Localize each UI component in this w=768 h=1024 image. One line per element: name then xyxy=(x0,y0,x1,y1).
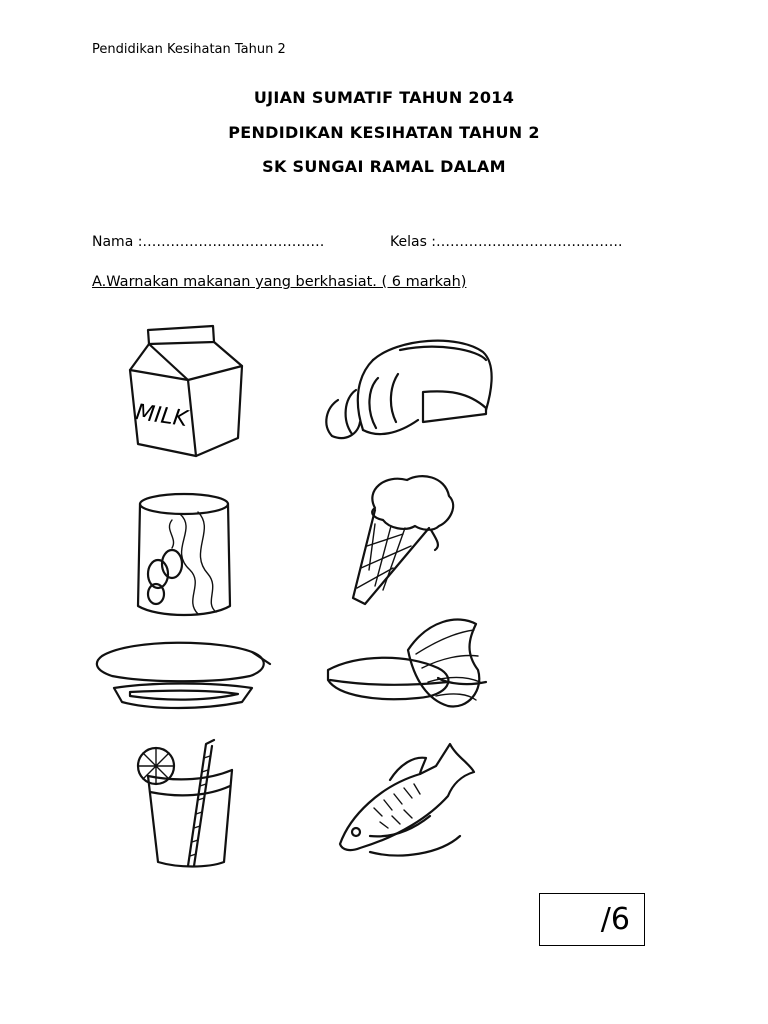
subject-title: PENDIDIKAN KESIHATAN TAHUN 2 xyxy=(228,123,540,142)
ice-cream-image[interactable] xyxy=(345,470,465,610)
bread-image[interactable] xyxy=(318,330,498,445)
milk-label: MILK xyxy=(133,400,190,433)
papaya-image[interactable] xyxy=(92,636,274,718)
name-field[interactable]: Nama :………………………………… xyxy=(92,234,325,250)
instruction-text: A.Warnakan makanan yang berkhasiat. ( 6 markah) xyxy=(92,274,467,290)
score-box xyxy=(539,893,645,946)
school-title: SK SUNGAI RAMAL DALAM xyxy=(262,157,506,176)
fish-image[interactable] xyxy=(330,736,480,866)
exam-title: UJIAN SUMATIF TAHUN 2014 xyxy=(253,88,515,107)
score-text: /6 xyxy=(600,902,630,937)
running-header: Pendidikan Kesihatan Tahun 2 xyxy=(92,42,286,57)
soda-can-image[interactable] xyxy=(128,490,240,620)
class-field[interactable]: Kelas :…………………………………. xyxy=(390,234,623,250)
vegetable-image[interactable] xyxy=(318,610,494,720)
milk-carton-image[interactable] xyxy=(118,322,248,462)
juice-image[interactable] xyxy=(128,736,240,872)
